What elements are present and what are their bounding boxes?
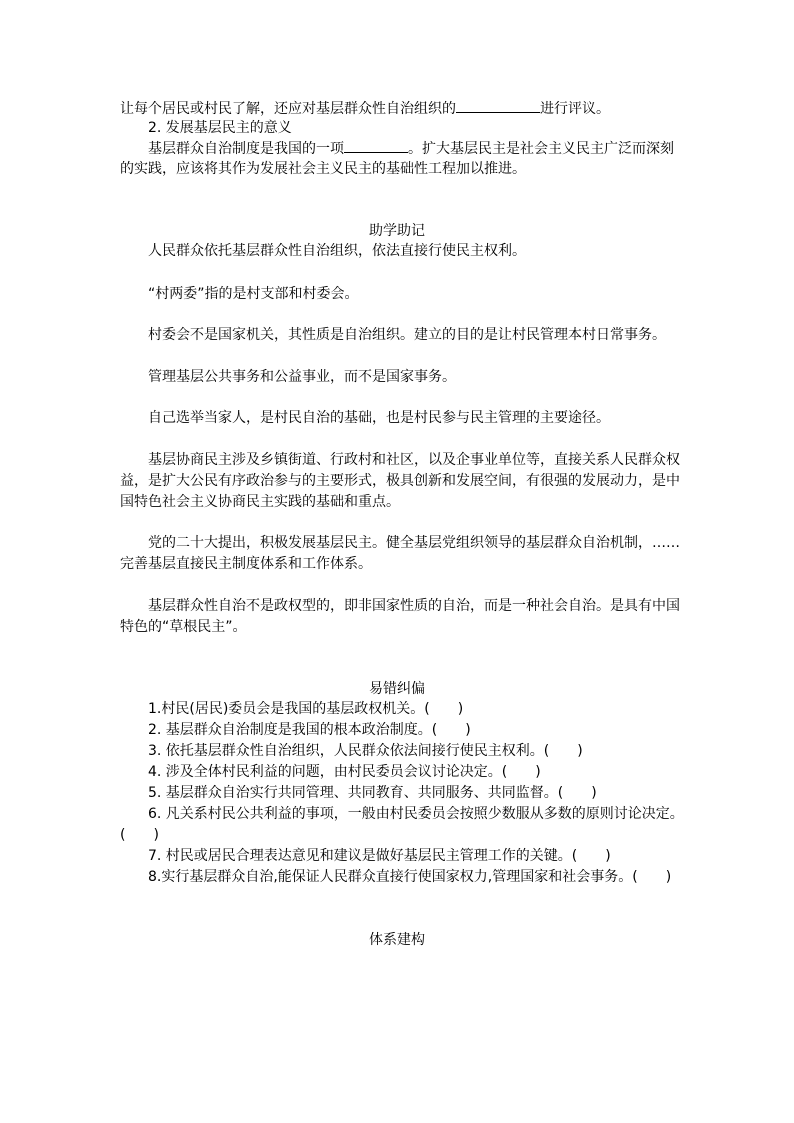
- section-heading: 助学助记: [369, 223, 425, 239]
- quiz-item: 3. 依托基层群众性自治组织，人民群众依法间接行使民主权利。( ): [148, 743, 583, 759]
- note-paragraph-line: 益，是扩大公民有序政治参与的主要形式，极具创新和发展空间，有很强的发展动力，是中: [120, 473, 680, 489]
- section-subheading: 2. 发展基层民主的意义: [148, 120, 292, 136]
- section-heading: 易错纠偏: [369, 681, 425, 697]
- text-line: 的实践，应该将其作为发展社会主义民主的基础性工程加以推进。: [120, 161, 526, 177]
- fill-blank: [456, 98, 540, 113]
- text-line: [120, 98, 610, 120]
- section-heading: 体系建构: [369, 932, 425, 948]
- note-paragraph: 管理基层公共事务和公益事业，而不是国家事务。: [148, 369, 456, 385]
- quiz-item: 2. 基层群众自治制度是我国的根本政治制度。( ): [148, 722, 471, 738]
- note-paragraph: 村委会不是国家机关，其性质是自治组织。建立的目的是让村民管理本村日常事务。: [148, 327, 666, 343]
- quiz-item-continuation: ( ): [120, 827, 159, 843]
- text-fragment: 。扩大基层民主是社会主义民主广泛而深刻: [408, 141, 674, 157]
- note-paragraph-line: 党的二十大提出，积极发展基层民主。健全基层党组织领导的基层群众自治机制，……: [148, 535, 680, 551]
- text-line: [148, 138, 674, 160]
- note-paragraph: 自己选举当家人，是村民自治的基础，也是村民参与民主管理的主要途径。: [148, 410, 610, 426]
- text-fragment: 让每个居民或村民了解，还应对基层群众性自治组织的: [120, 101, 456, 117]
- quiz-item: 1.村民(居民)委员会是我国的基层政权机关。( ): [148, 701, 464, 717]
- quiz-item: 5. 基层群众自治实行共同管理、共同教育、共同服务、共同监督。( ): [148, 785, 597, 801]
- text-fragment: 进行评议。: [540, 101, 610, 117]
- note-paragraph-line: 基层群众性自治不是政权型的，即非国家性质的自治，而是一种社会自治。是具有中国: [148, 598, 680, 614]
- text-fragment: 基层群众自治制度是我国的一项: [148, 141, 344, 157]
- note-paragraph-line: 特色的“草根民主”。: [120, 619, 247, 635]
- note-paragraph-line: 基层协商民主涉及乡镇街道、行政村和社区，以及企事业单位等，直接关系人民群众权: [148, 452, 680, 468]
- quiz-item: 6. 凡关系村民公共利益的事项，一般由村民委员会按照少数服从多数的原则讨论决定。: [148, 806, 684, 822]
- quiz-item: 4. 涉及全体村民利益的问题，由村民委员会议讨论决定。( ): [148, 764, 541, 780]
- note-paragraph: “村两委”指的是村支部和村委会。: [148, 286, 359, 302]
- note-paragraph: 人民群众依托基层群众性自治组织，依法直接行使民主权利。: [148, 243, 526, 259]
- fill-blank: [344, 138, 408, 153]
- quiz-item: 7. 村民或居民合理表达意见和建议是做好基层民主管理工作的关键。( ): [148, 848, 611, 864]
- note-paragraph-line: 国特色社会主义协商民主实践的基础和重点。: [120, 494, 400, 510]
- quiz-item: 8.实行基层群众自治,能保证人民群众直接行使国家权力,管理国家和社会事务。( ): [148, 869, 672, 885]
- note-paragraph-line: 完善基层直接民主制度体系和工作体系。: [120, 556, 372, 572]
